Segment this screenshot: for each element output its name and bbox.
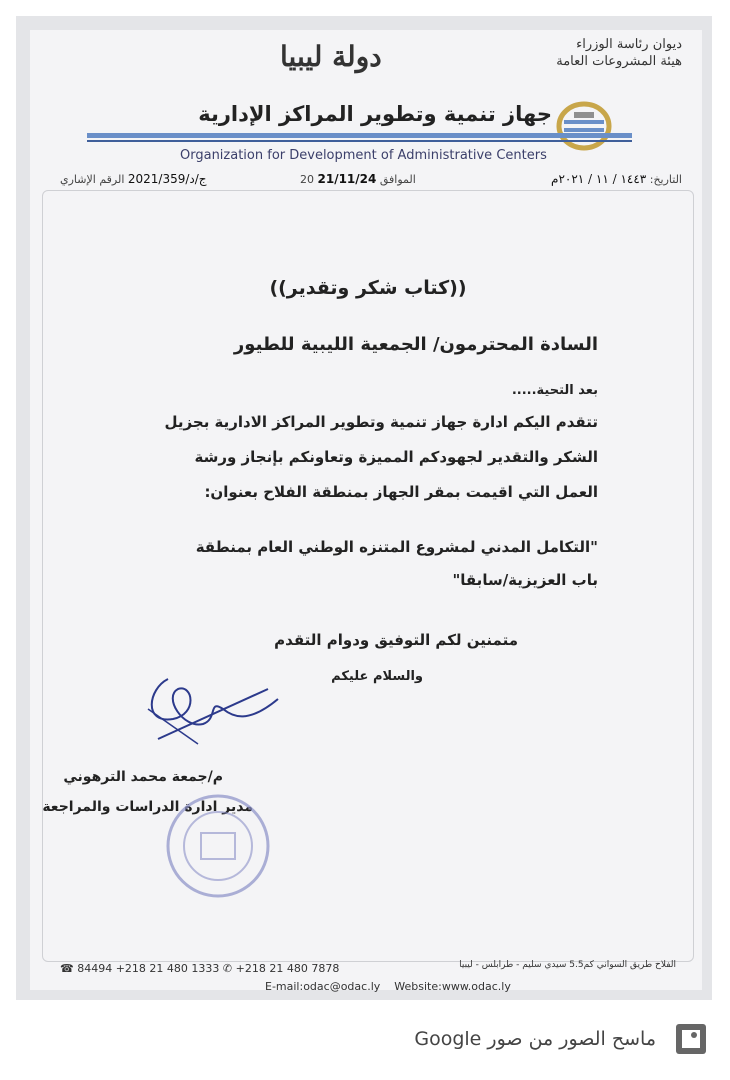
body-line: الشكر والتقدير لجهودكم المميزة وتعاونكم بإنجاز ورشة — [194, 448, 598, 466]
reference-field — [60, 172, 207, 186]
header-stripe-thin — [87, 140, 632, 142]
closing-salam: والسلام عليكم — [331, 669, 423, 684]
corresponding-date-field — [300, 172, 416, 186]
state-name: دولة ليبيا — [280, 40, 382, 73]
fax-number: +218 21 480 1333 — [115, 962, 220, 975]
letter-recipient: السادة المحترمون/ الجمعية الليبية للطيور — [233, 334, 598, 355]
signature-icon — [138, 669, 288, 759]
letter-title: ((كتاب شكر وتقدير)) — [269, 277, 467, 299]
date-value: ١٤٤٣ / ١١ / ٢٠٢١م — [551, 172, 647, 186]
government-header — [556, 36, 682, 70]
signer-name: م/جمعة محمد الترهوني — [63, 769, 223, 785]
organization-name-english: Organization for Development of Administrative Centers — [180, 148, 547, 163]
body-line: تتقدم اليكم ادارة جهاز تنمية وتطوير المراكز الادارية بجزيل — [164, 413, 598, 431]
footer-email: E-mail:odac@odac.ly — [265, 980, 381, 993]
footer-address: الفلاح طريق السواني كم5.5 سيدي سليم - طرابلس - ليبيا — [459, 960, 676, 970]
footer-website: Website:www.odac.ly — [394, 980, 511, 993]
date-label: التاريخ: — [649, 173, 682, 186]
letter-greeting: بعد التحية..... — [511, 383, 598, 398]
letter-body-frame — [42, 190, 694, 962]
organization-name-arabic: جهاز تنمية وتطوير المراكز الإدارية — [198, 102, 552, 126]
corresponding-date-value: 21/11/24 — [317, 172, 377, 186]
quote-line: "التكامل المدني لمشروع المتنزه الوطني العام بمنطقة — [195, 538, 598, 556]
footer-web — [265, 980, 511, 993]
header-stripe — [87, 133, 632, 138]
date-field — [551, 172, 682, 186]
google-photoscan-bar — [0, 1000, 730, 1080]
closing-wish: متمنين لكم التوفيق ودوام التقدم — [274, 631, 518, 649]
document-photo — [16, 16, 712, 1000]
reference-value: ج/د/2021/359 — [127, 172, 207, 186]
fax-icon: ☎ — [60, 962, 74, 975]
organization-logo-icon — [556, 98, 612, 154]
footer-pobox: 84494 — [77, 962, 113, 975]
gov-line-1: ديوان رئاسة الوزراء — [576, 37, 682, 52]
letter-paper — [30, 30, 702, 993]
reference-label: الرقم الإشاري — [60, 173, 125, 186]
signer-title: مدير ادارة الدراسات والمراجعة — [42, 799, 253, 815]
footer-contacts — [60, 962, 339, 975]
photoscan-icon — [674, 1022, 708, 1056]
phone-icon: ✆ — [222, 962, 233, 975]
gov-line-2: هيئة المشروعات العامة — [556, 54, 682, 69]
phone-number: +218 21 480 7878 — [235, 962, 340, 975]
corresponding-date-label: الموافق — [379, 173, 416, 186]
body-line: العمل التي اقيمت بمقر الجهاز بمنطقة الفلاح بعنوان: — [204, 483, 598, 501]
quote-line: باب العزيزية/سابقا" — [452, 571, 598, 589]
corresponding-year-prefix: 20 — [300, 173, 314, 186]
official-stamp-icon — [163, 791, 273, 901]
photoscan-label: ماسح الصور من صور Google — [414, 1028, 656, 1050]
